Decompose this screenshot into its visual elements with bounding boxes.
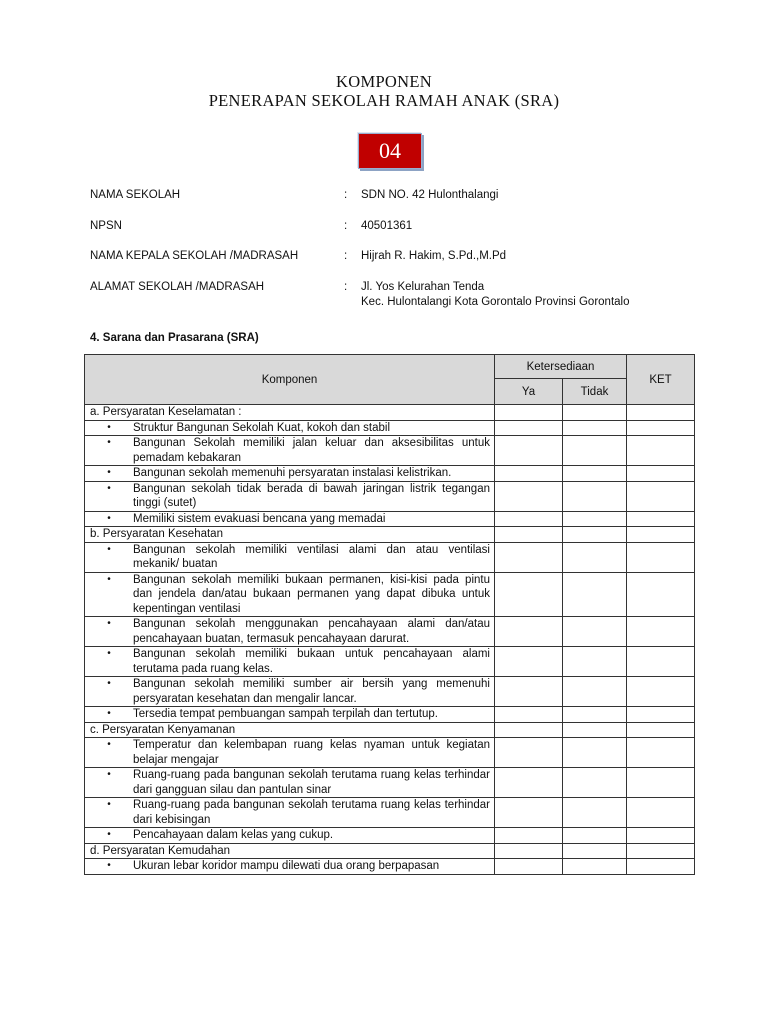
table-row [85, 572, 695, 617]
tidak-cell[interactable] [563, 436, 627, 466]
header-ketersediaan: Ketersediaan [495, 355, 627, 379]
list-item [85, 573, 490, 617]
table-row [85, 466, 695, 482]
tidak-cell[interactable] [563, 572, 627, 617]
item-text: Ruang-ruang pada bangunan sekolah terutama ruang kelas terhindar dari gangguan silau dan pantulan sinar [133, 769, 490, 796]
ya-cell[interactable] [495, 798, 563, 828]
table-row [85, 828, 695, 844]
list-item [85, 421, 490, 436]
ket-cell[interactable] [627, 647, 695, 677]
item-text: Bangunan sekolah menggunakan pencahayaan alami dan/atau pencahayaan buatan, termasuk pencahayaan darurat. [133, 618, 490, 645]
info-label: NAMA SEKOLAH [90, 189, 181, 201]
ket-cell[interactable] [627, 481, 695, 511]
bullet-icon: • [107, 618, 111, 629]
bullet-icon: • [107, 467, 111, 478]
komponen-cell [85, 511, 495, 527]
list-item [85, 828, 490, 843]
ya-cell[interactable] [495, 481, 563, 511]
item-text: Temperatur dan kelembapan ruang kelas nyaman untuk kegiatan belajar mengajar [133, 739, 490, 766]
bullet-icon: • [107, 708, 111, 719]
table-row [85, 677, 695, 707]
table-row [85, 738, 695, 768]
item-text: Ruang-ruang pada bangunan sekolah terutama ruang kelas terhindar dari kebisingan [133, 799, 490, 826]
item-text: Memiliki sistem evakuasi bencana yang memadai [133, 512, 386, 525]
tidak-cell[interactable] [563, 527, 627, 543]
document-subtitle: PENERAPAN SEKOLAH RAMAH ANAK (SRA) [208, 91, 560, 110]
komponen-cell [85, 436, 495, 466]
ya-cell[interactable] [495, 542, 563, 572]
komponen-cell [85, 481, 495, 511]
ya-cell[interactable] [495, 420, 563, 436]
category-row [85, 843, 695, 859]
bullet-icon: • [107, 829, 111, 840]
ket-cell[interactable] [627, 542, 695, 572]
table-row [85, 420, 695, 436]
bullet-icon: • [107, 678, 111, 689]
ya-cell[interactable] [495, 617, 563, 647]
tidak-cell[interactable] [563, 466, 627, 482]
table-row [85, 768, 695, 798]
ket-cell[interactable] [627, 527, 695, 543]
tidak-cell[interactable] [563, 542, 627, 572]
list-item [85, 707, 490, 722]
ya-cell[interactable] [495, 572, 563, 617]
tidak-cell[interactable] [563, 677, 627, 707]
info-label: ALAMAT SEKOLAH /MADRASAH [90, 281, 265, 293]
table-row [85, 481, 695, 511]
ket-cell[interactable] [627, 768, 695, 798]
bullet-icon: • [107, 799, 111, 810]
item-text: Ukuran lebar koridor mampu dilewati dua orang berpapasan [133, 860, 440, 872]
ya-cell[interactable] [495, 511, 563, 527]
bullet-icon: • [107, 648, 111, 659]
tidak-cell[interactable] [563, 843, 627, 859]
info-value: SDN NO. 42 Hulonthalangi [361, 189, 499, 201]
ya-cell[interactable] [495, 436, 563, 466]
info-label: NPSN [90, 220, 122, 232]
tidak-cell[interactable] [563, 420, 627, 436]
ya-cell[interactable] [495, 405, 563, 421]
ya-cell[interactable] [495, 828, 563, 844]
list-item [85, 677, 490, 706]
komponen-cell [85, 405, 495, 421]
komponen-cell [85, 542, 495, 572]
info-colon: : [344, 250, 348, 262]
ket-cell[interactable] [627, 617, 695, 647]
komponen-cell [85, 859, 495, 875]
ket-cell[interactable] [627, 405, 695, 421]
komponen-cell [85, 738, 495, 768]
item-text: Bangunan sekolah memiliki ventilasi alami dan atau ventilasi mekanik/ buatan [133, 543, 490, 570]
bullet-icon: • [107, 739, 111, 750]
bullet-icon: • [107, 437, 111, 448]
tidak-cell[interactable] [563, 738, 627, 768]
komponen-cell [85, 798, 495, 828]
komponen-cell [85, 768, 495, 798]
page-number-badge: 04 [358, 133, 422, 169]
list-item [85, 482, 490, 511]
tidak-cell[interactable] [563, 481, 627, 511]
ket-cell[interactable] [627, 511, 695, 527]
list-item [85, 647, 490, 676]
tidak-cell[interactable] [563, 707, 627, 723]
bullet-icon: • [107, 482, 111, 494]
checklist-body [85, 405, 695, 875]
komponen-cell [85, 647, 495, 677]
table-row [85, 511, 695, 527]
komponen-cell [85, 677, 495, 707]
list-item [85, 738, 490, 767]
ya-cell[interactable] [495, 527, 563, 543]
item-text: Bangunan sekolah memiliki bukaan untuk pencahayaan alami terutama pada ruang kelas. [133, 648, 490, 675]
ket-cell[interactable] [627, 572, 695, 617]
tidak-cell[interactable] [563, 798, 627, 828]
komponen-cell [85, 617, 495, 647]
komponen-cell [85, 843, 495, 859]
komponen-cell [85, 466, 495, 482]
category-label: a. Persyaratan Keselamatan : [90, 406, 242, 418]
item-text: Pencahayaan dalam kelas yang cukup. [133, 829, 334, 841]
document-title: KOMPONEN [336, 72, 432, 91]
checklist-table [84, 354, 695, 875]
list-item [85, 436, 490, 465]
list-item [85, 617, 490, 646]
ya-cell[interactable] [495, 859, 563, 875]
info-value: Jl. Yos Kelurahan Tenda [361, 281, 485, 293]
ya-cell[interactable] [495, 677, 563, 707]
item-text: Bangunan sekolah tidak berada di bawah jaringan listrik tegangan tinggi (sutet) [133, 482, 490, 509]
list-item [85, 798, 490, 827]
header-komponen: Komponen [85, 355, 495, 405]
ket-cell[interactable] [627, 420, 695, 436]
ya-cell[interactable] [495, 843, 563, 859]
info-colon: : [344, 220, 348, 232]
ket-cell[interactable] [627, 677, 695, 707]
komponen-cell [85, 707, 495, 723]
ya-cell[interactable] [495, 768, 563, 798]
ket-cell[interactable] [627, 436, 695, 466]
tidak-cell[interactable] [563, 828, 627, 844]
category-row [85, 405, 695, 421]
list-item [85, 768, 490, 797]
ya-cell[interactable] [495, 707, 563, 723]
table-row [85, 436, 695, 466]
item-text: Struktur Bangunan Sekolah Kuat, kokoh dan stabil [133, 421, 391, 434]
bullet-icon: • [107, 421, 111, 433]
item-text: Bangunan sekolah memiliki sumber air bersih yang memenuhi persyaratan kesehatan dan mengalir lancar. [133, 678, 490, 705]
info-colon: : [344, 281, 348, 293]
komponen-cell [85, 828, 495, 844]
item-text: Bangunan sekolah memenuhi persyaratan instalasi kelistrikan. [133, 467, 452, 479]
ya-cell[interactable] [495, 466, 563, 482]
komponen-cell [85, 572, 495, 617]
item-text: Bangunan Sekolah memiliki jalan keluar dan aksesibilitas untuk pemadam kebakaran [133, 437, 490, 464]
bullet-icon: • [107, 573, 111, 585]
ket-cell[interactable] [627, 828, 695, 844]
list-item [85, 512, 490, 527]
section-title: 4. Sarana dan Prasarana (SRA) [90, 332, 259, 344]
table-row [85, 647, 695, 677]
ket-cell[interactable] [627, 859, 695, 875]
list-item [85, 859, 490, 874]
ket-cell[interactable] [627, 738, 695, 768]
ya-cell[interactable] [495, 647, 563, 677]
list-item [85, 466, 490, 481]
list-item [85, 543, 490, 572]
table-row [85, 859, 695, 875]
tidak-cell[interactable] [563, 405, 627, 421]
bullet-icon: • [107, 860, 111, 871]
info-value: Hijrah R. Hakim, S.Pd.,M.Pd [361, 250, 507, 262]
item-text: Tersedia tempat pembuangan sampah terpilah dan tertutup. [133, 708, 438, 720]
ya-cell[interactable] [495, 738, 563, 768]
ket-cell[interactable] [627, 722, 695, 738]
item-text: Bangunan sekolah memiliki bukaan permanen, kisi-kisi pada pintu dan jendela dan/atau bukaan permanen yang dapat dibuka untuk kepentingan ventilasi [133, 573, 490, 615]
header-ya: Ya [495, 379, 563, 405]
bullet-icon: • [107, 512, 111, 524]
category-label: d. Persyaratan Kemudahan [90, 844, 231, 857]
komponen-cell [85, 420, 495, 436]
info-label: NAMA KEPALA SEKOLAH /MADRASAH [90, 250, 299, 262]
komponen-cell [85, 527, 495, 543]
table-row [85, 798, 695, 828]
tidak-cell[interactable] [563, 617, 627, 647]
ket-cell[interactable] [627, 466, 695, 482]
bullet-icon: • [107, 769, 111, 780]
tidak-cell[interactable] [563, 859, 627, 875]
ket-cell[interactable] [627, 843, 695, 859]
komponen-cell [85, 722, 495, 738]
tidak-cell[interactable] [563, 768, 627, 798]
info-colon: : [344, 189, 348, 201]
tidak-cell[interactable] [563, 511, 627, 527]
info-value: 40501361 [361, 220, 413, 232]
header-ket: KET [627, 355, 695, 405]
table-row [85, 617, 695, 647]
ya-cell[interactable] [495, 722, 563, 738]
category-label: b. Persyaratan Kesehatan [90, 528, 223, 540]
ket-cell[interactable] [627, 707, 695, 723]
bullet-icon: • [107, 543, 111, 555]
tidak-cell[interactable] [563, 647, 627, 677]
table-row [85, 707, 695, 723]
header-tidak: Tidak [563, 379, 627, 405]
category-row [85, 722, 695, 738]
category-label: c. Persyaratan Kenyamanan [90, 723, 236, 736]
category-row [85, 527, 695, 543]
ket-cell[interactable] [627, 798, 695, 828]
tidak-cell[interactable] [563, 722, 627, 738]
table-row [85, 542, 695, 572]
info-value-line2: Kec. Hulontalangi Kota Gorontalo Provinsi Gorontalo [361, 296, 630, 308]
